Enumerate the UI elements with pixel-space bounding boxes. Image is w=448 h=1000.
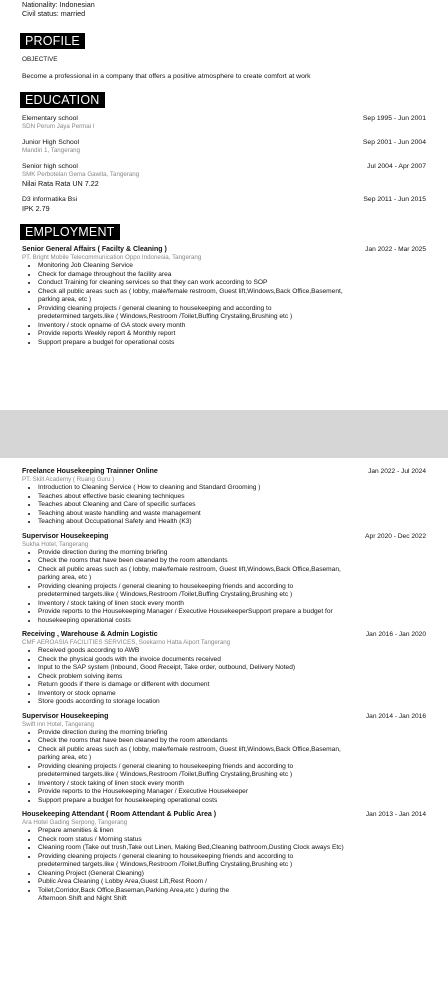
- job-entry: [22, 467, 426, 527]
- job-bullet: • Prepare amenities & linen: [38, 827, 426, 836]
- education-row: [22, 114, 426, 123]
- job-bullet: • Inventory / stock taking of linen stock every month: [38, 780, 426, 789]
- job-header: [22, 810, 426, 819]
- education-item: [22, 162, 426, 188]
- objective-text: Become a professional in a company that offers a positive atmosphere to create comfort at work: [22, 73, 311, 80]
- education-title: Elementary school: [22, 115, 78, 122]
- employment-list-page1: [0, 245, 448, 347]
- job-bullet: • Inventory / stock opname of GA stock every month: [38, 322, 426, 331]
- profile-heading: PROFILE: [20, 33, 85, 49]
- education-title: Senior high school: [22, 163, 78, 170]
- job-bullet: • Public Area Cleaning ( Lobby Area,Guest Lift,Rest Room /: [38, 878, 426, 887]
- job-date: Apr 2020 - Dec 2022: [365, 532, 426, 540]
- job-bullets: [22, 484, 426, 527]
- education-item: [22, 138, 426, 155]
- job-bullets: [22, 647, 426, 707]
- job-bullet: • Check the physical goods with the invoice documents received: [38, 656, 426, 665]
- job-bullets: [22, 729, 426, 806]
- education-school: SMK Perbotelan Gema Gawita, Tangerang: [22, 171, 140, 178]
- job-company: CMF AEROASIA FACILITIES SERVICES, Soekarno Hatta Aiport Tangerang: [22, 639, 231, 646]
- education-title: Junior High School: [22, 139, 80, 146]
- education-title: D3 informatika Bsi: [22, 196, 78, 203]
- job-bullet: • Input to the SAP system (Inbound, Good Receipt, Take order, outbound, Delivery Noted): [38, 664, 426, 673]
- education-school: SDN Perum Jaya Permai I: [22, 123, 95, 130]
- job-date: Jan 2013 - Jan 2014: [365, 811, 426, 818]
- page-2: [0, 458, 448, 1000]
- job-bullets: [22, 827, 426, 904]
- education-item: [22, 195, 426, 213]
- employment-list-page2: [0, 458, 448, 904]
- job-bullet: • Check the rooms that have been cleaned by the room attendants: [38, 737, 426, 746]
- page-1: [0, 0, 448, 410]
- job-bullet: • Cleaning Project (General Cleaning): [38, 870, 426, 879]
- education-list: [0, 114, 448, 213]
- job-company: Ara Hotel Gading Serpong, Tangerang: [22, 819, 128, 826]
- job-bullet: • Toilet,Corridor,Back Office,Baseman,Parking Area,etc ) during the Afternoon Shift and Night Shift: [38, 887, 426, 904]
- job-bullet: • Provide reports to the Housekeeping Manager / Executive Housekeeper: [38, 788, 426, 797]
- job-title: Supervisor Housekeeping: [22, 532, 109, 540]
- education-date: Sep 2011 - Jun 2015: [363, 196, 426, 203]
- job-bullet: • Teaches about effective basic cleaning techniques: [38, 493, 426, 502]
- job-bullet: • Received goods according to AWB: [38, 647, 426, 656]
- job-entry: [22, 532, 426, 626]
- job-bullet: • Provide reports Weekly report & Monthly report: [38, 330, 426, 339]
- job-bullet: • Providing cleaning projects / general cleaning to housekeeping friends and according to predetermined targets.like ( Windows,Restroom /Toilet,Buffing Crystaling,Brushing etc ): [38, 853, 426, 870]
- job-bullet: • Cleaning room (Take out trush,Take out Linen, Making Bed,Cleaning bathroom,Dusting Clock aways Etc): [38, 844, 426, 853]
- job-entry: [22, 630, 426, 707]
- job-bullet: • Providing cleaning projects / general cleaning to housekeeping friends and according to predetermined targets.like ( Windows,Restroom /Toilet,Buffing Crystaling,Brushing etc ): [38, 583, 426, 600]
- job-bullet: • Teaching about Occupational Safety and Health (K3): [38, 518, 426, 527]
- job-title: Housekeeping Attendant ( Room Attendant & Public Area ): [22, 811, 217, 818]
- job-company: PT. Bright Mobile Telecommunication Oppo Indonesia, Tangerang: [22, 254, 202, 261]
- education-date: Jul 2004 - Apr 2007: [367, 163, 426, 170]
- job-bullet: • Check the rooms that have been cleaned by the room attendants: [38, 557, 426, 566]
- job-date: Jan 2014 - Jan 2016: [365, 712, 426, 720]
- job-header: [22, 467, 426, 476]
- job-header: [22, 630, 426, 639]
- job-bullet: • Support prepare a budget for housekeeping operational costs: [38, 797, 426, 806]
- job-bullet: • Conduct Training for cleaning services so that they can work according to SOP: [38, 279, 426, 288]
- job-title: Freelance Housekeeping Trainner Online: [22, 468, 158, 475]
- job-company: Sukha Hotel, Tangerang: [22, 540, 89, 548]
- page-gap: [0, 410, 448, 458]
- education-extra: IPK 2.79: [22, 204, 50, 213]
- job-bullet: • housekeeping operational costs: [38, 617, 426, 626]
- job-bullet: • Teaching about waste handling and waste management: [38, 510, 426, 519]
- education-row: [22, 162, 426, 171]
- job-bullet: • Providing cleaning projects / general cleaning to housekeeping friends and according to predetermined targets.like ( Windows,Restroom /Toilet,Buffing Crystaling,Brushing etc ): [38, 763, 426, 780]
- job-bullet: • Provide direction during the morning briefing: [38, 729, 426, 738]
- nationality: Nationality: Indonesian: [22, 0, 95, 9]
- job-header: [22, 245, 426, 254]
- job-bullet: • Monitoring Job Cleaning Service: [38, 262, 426, 271]
- job-bullet: • Inventory or stock opname: [38, 690, 426, 699]
- job-title: Senior General Affairs ( Facilty & Cleaning ): [22, 246, 167, 253]
- employment-heading: EMPLOYMENT: [20, 224, 120, 240]
- job-header: [22, 712, 426, 721]
- education-date: Sep 2001 - Jun 2004: [362, 139, 426, 146]
- job-entry: [22, 810, 426, 904]
- job-date: Jan 2016 - Jan 2020: [365, 631, 426, 638]
- job-bullet: • Support prepare a budget for operational costs: [38, 339, 426, 348]
- job-bullet: • Check all public areas such as ( lobby, male/female restroom, Guest lift,Windows,Back Office,Baseman, parking area, etc ): [38, 746, 426, 763]
- education-extra: Nilai Rata Rata UN 7.22: [22, 179, 99, 188]
- job-company: Swift inn Hotel, Tangerang: [22, 720, 95, 728]
- job-title: Receiving , Warehouse & Admin Logistic: [22, 631, 158, 638]
- education-date: Sep 1995 - Jun 2001: [362, 115, 426, 122]
- job-bullet: • Provide reports to the Housekeeping Manager / Executive HousekeeperSupport prepare a budget for: [38, 608, 426, 617]
- job-bullet: • Return goods if there is damage or different with document: [38, 681, 426, 690]
- job-bullets: [22, 549, 426, 626]
- job-bullets: [22, 262, 426, 347]
- job-bullet: • Check all public areas such as ( lobby, male/female restroom, Guest lift,Windows,Back Office,Baseman, parking area, etc ): [38, 566, 426, 583]
- job-bullet: • Inventory / stock taking of linen stock every month: [38, 600, 426, 609]
- job-bullet: • Check room status / Morning status: [38, 836, 426, 845]
- job-header: [22, 532, 426, 541]
- job-bullet: • Check all public areas such as ( lobby, male/female restroom, Guest lift,Windows,Back Office,Basement, parking area, etc ): [38, 288, 426, 305]
- job-company: PT. Skill Academy ( Ruang Guru ): [22, 476, 115, 483]
- job-bullet: • Teaches about Cleaning and Care of specific surfaces: [38, 501, 426, 510]
- job-bullet: • Store goods according to storage location: [38, 698, 426, 707]
- objective-label: OBJECTIVE: [22, 56, 58, 63]
- job-bullet: • Introduction to Cleaning Service ( How to cleaning and Standard Grooming ): [38, 484, 426, 493]
- education-school: Mandiri 1, Tangerang: [22, 147, 81, 154]
- education-item: [22, 114, 426, 131]
- education-heading: EDUCATION: [20, 92, 105, 108]
- job-bullet: • Providing cleaning projects / general cleaning to housekeeping and according to predetermined targets.like ( Windows,Restroom /Toilet,Buffing Crystaling,Brushing etc ): [38, 305, 426, 322]
- job-title: Supervisor Housekeeping: [22, 712, 109, 720]
- job-bullet: • Provide direction during the morning briefing: [38, 549, 426, 558]
- job-date: Jan 2022 - Mar 2025: [365, 246, 426, 253]
- job-bullet: • Check for damage throughout the facility area: [38, 271, 426, 280]
- job-date: Jan 2022 - Jul 2024: [368, 468, 426, 475]
- job-entry: [22, 245, 426, 347]
- education-row: [22, 195, 426, 204]
- education-row: [22, 138, 426, 147]
- job-bullet: • Check problem solving items: [38, 673, 426, 682]
- civil-status: Civil status: married: [22, 9, 86, 18]
- job-entry: [22, 712, 426, 806]
